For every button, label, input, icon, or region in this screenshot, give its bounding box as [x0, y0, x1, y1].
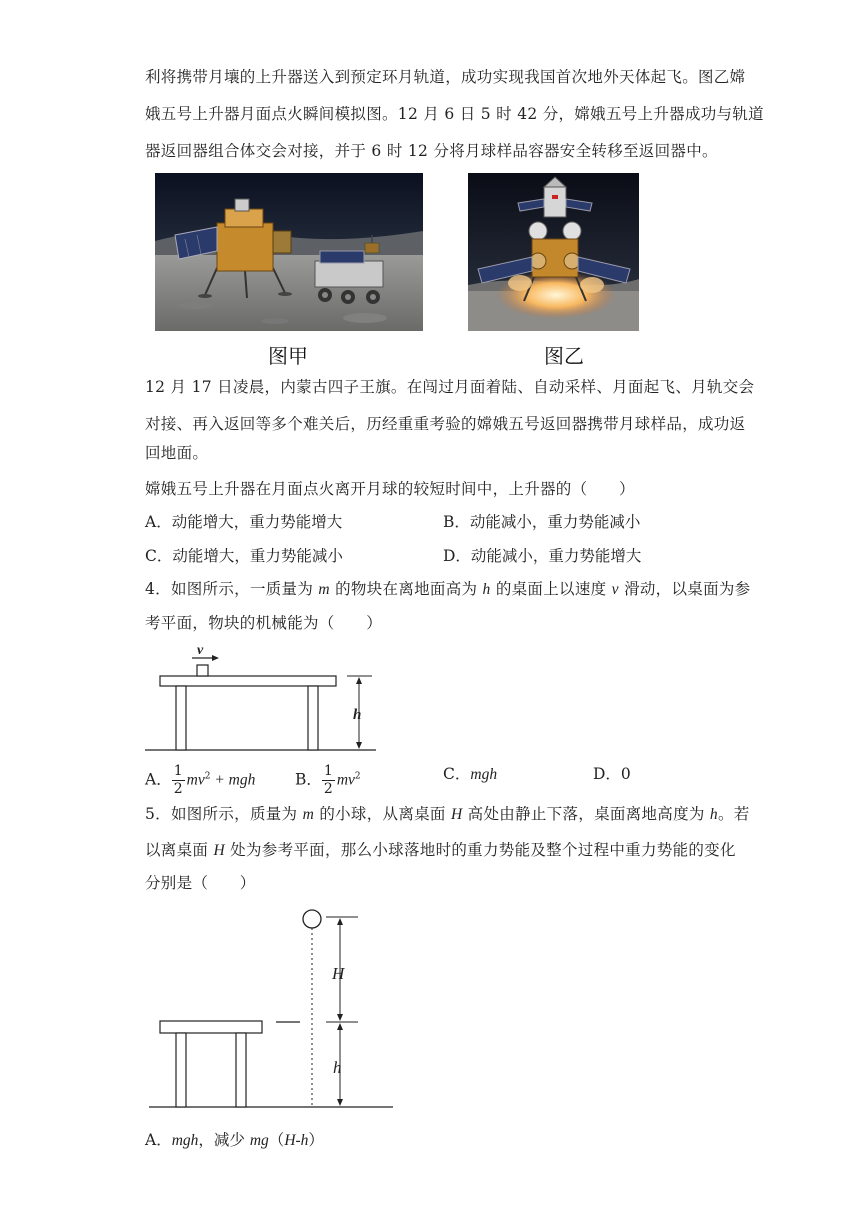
figure-a-lander-rover-photo: [155, 173, 423, 331]
q4-height-label: h: [353, 707, 362, 723]
q5-var-h: h: [709, 806, 718, 823]
figure-a-caption: 图甲: [268, 344, 308, 368]
q5-text-b: 的小球，从离桌面: [314, 805, 451, 823]
q4-velocity-label: v: [197, 643, 204, 658]
paragraph1-line1: 利将携带月壤的上升器送入到预定环月轨道，成功实现我国首次地外天体起飞。图乙嫦: [145, 68, 746, 86]
q3-option-b: B．动能减小，重力势能减小: [443, 513, 641, 531]
q5-ball: [303, 910, 321, 928]
q4-table-diagram: [140, 640, 390, 755]
q4-stem-text-c: 的桌面上以速度: [490, 580, 612, 598]
q4-option-a-denominator: 2: [173, 781, 183, 797]
q5-stem-line2: [145, 839, 736, 862]
q5-h-label: h: [333, 1058, 342, 1077]
q4-stem-line2: 考平面，物块的机械能为（ ）: [145, 614, 383, 632]
q4-stem-text-d: 滑动，以桌面为参: [618, 580, 751, 598]
q5-text-f: 处为参考平面，那么小球落地时的重力势能及整个过程中重力势能的变化: [224, 841, 736, 859]
q4-stem-text-a: 4．如图所示，一质量为: [145, 580, 319, 598]
q4-option-b-numerator: 1: [323, 763, 333, 779]
q4-var-v: v: [611, 581, 619, 598]
q4-stem-line1: [145, 578, 751, 601]
q5-option-a-mg: mg: [249, 1132, 269, 1149]
q5-option-a-mid: ，减少: [198, 1131, 250, 1149]
q3-option-d: D．动能减小，重力势能增大: [443, 547, 642, 565]
paragraph2-line3: 回地面。: [145, 444, 209, 462]
q5-var-H-2: H: [213, 842, 225, 859]
q5-stem-line3: 分别是（ ）: [145, 874, 256, 892]
q5-falling-ball-diagram: [140, 905, 400, 1110]
paragraph1-line3: 器返回器组合体交会对接，并于 6 时 12 分将月球样品容器安全转移至返回器中。: [145, 142, 718, 160]
q5-text-e: 以离桌面: [145, 841, 214, 859]
figure-b-caption: 图乙: [544, 344, 584, 368]
q5-text-a: 5．如图所示，质量为: [145, 805, 303, 823]
paragraph2-line1: 12 月 17 日凌晨，内蒙古四子王旗。在闯过月面着陆、自动采样、月面起飞、月轨交会: [145, 378, 755, 396]
q5-text-c: 高处由静止下落，桌面离地高度为: [462, 805, 710, 823]
q5-H-label: H: [332, 964, 345, 983]
q4-option-a-expr: mv: [186, 771, 205, 789]
q4-option-a: [145, 763, 255, 798]
q5-option-a-prefix: A．: [145, 1131, 172, 1149]
q5-option-a-mgh: mgh: [171, 1132, 199, 1149]
q4-option-a-exponent: 2: [204, 771, 211, 782]
q4-block: [197, 665, 208, 676]
q5-stem-line1: [145, 803, 750, 826]
q4-tabletop: [160, 676, 336, 686]
q4-option-b: [295, 763, 361, 798]
q4-option-a-fraction: [172, 763, 185, 798]
q4-option-a-tail: + mgh: [210, 771, 256, 789]
q5-text-d: 。若: [717, 805, 750, 823]
q4-option-c-prefix: C．: [443, 765, 471, 783]
paragraph2-line2: 对接、再入返回等多个难关后，历经重重考验的嫦娥五号返回器携带月球样品，成功返: [145, 415, 746, 433]
q5-var-m: m: [302, 806, 315, 823]
q4-option-b-denominator: 2: [323, 781, 333, 797]
q5-option-a-close-paren: ）: [308, 1131, 324, 1149]
q4-stem-text-b: 的物块在离地面高为: [329, 580, 483, 598]
q4-option-b-prefix: B．: [295, 770, 322, 789]
q4-table-leg-left: [176, 686, 186, 750]
q5-option-a-H-minus-h: H-h: [284, 1132, 309, 1149]
q4-var-m: m: [318, 581, 330, 598]
q4-option-b-exponent: 2: [354, 771, 361, 782]
q4-var-h: h: [482, 581, 491, 598]
q3-stem: 嫦娥五号上升器在月面点火离开月球的较短时间中，上升器的（ ）: [145, 480, 635, 498]
q4-option-c-expr: mgh: [470, 766, 498, 783]
q4-option-b-expr: mv: [336, 771, 355, 789]
q5-table-leg-right: [236, 1033, 246, 1107]
q5-table-leg-left: [176, 1033, 186, 1107]
q5-var-H: H: [450, 806, 463, 823]
q3-option-c: C．动能增大，重力势能减小: [145, 547, 343, 565]
q5-option-a: [145, 1129, 324, 1152]
figure-b-ascender-launch-photo: [468, 173, 639, 331]
q4-option-a-prefix: A．: [145, 770, 172, 789]
q5-option-a-open-paren: （: [268, 1131, 285, 1149]
q4-option-a-numerator: 1: [173, 763, 183, 779]
paragraph1-line2: 娥五号上升器月面点火瞬间模拟图。12 月 6 日 5 时 42 分，嫦娥五号上升器成功与轨道: [145, 105, 764, 123]
q4-table-leg-right: [308, 686, 318, 750]
q4-option-b-fraction: [322, 763, 335, 798]
q3-option-a: A．动能增大，重力势能增大: [145, 513, 343, 531]
q4-option-d: D．0: [593, 765, 631, 783]
q4-option-c: [443, 763, 497, 786]
q5-tabletop: [160, 1021, 262, 1033]
